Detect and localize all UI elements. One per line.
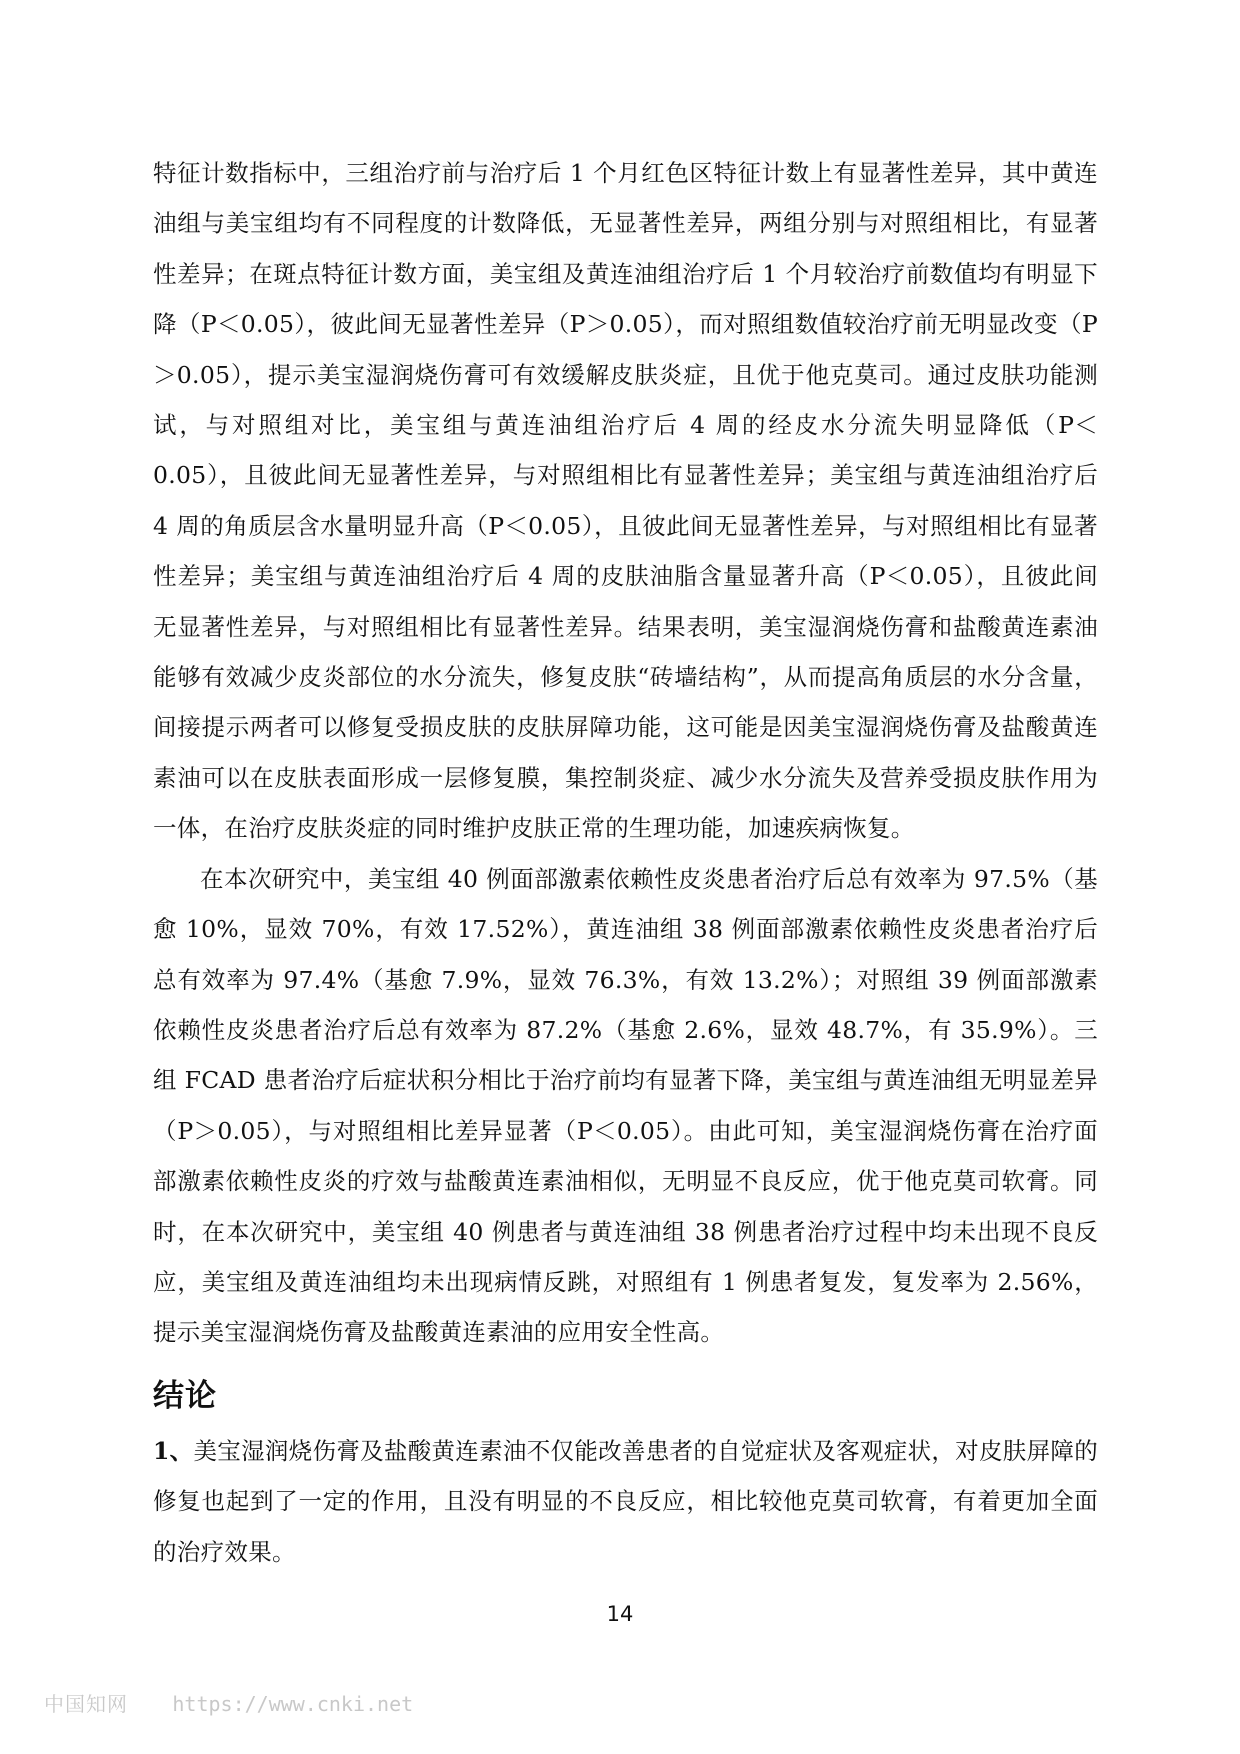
watermark bbox=[44, 1688, 413, 1717]
body-paragraph: 在本次研究中，美宝组 40 例面部激素依赖性皮炎患者治疗后总有效率为 97.5%（基愈 10%，显效 70%，有效 17.52%），黄连油组 38 例面部激素依赖性皮炎患者治疗后总有效率为 97.4%（基愈 7.9%，显效 76.3%，有效 13.2%）；对照组 39 例面部激素依赖性皮炎患者治疗后总有效率为 87.2%（基愈 2.6%，显效 48.7%，有 35.9%）。三组 FCAD 患者治疗后症状积分相比于治疗前均有显著下降，美宝组与黄连油组无明显差异（P＞0.05），与对照组相比差异显著（P＜0.05）。由此可知，美宝湿润烧伤膏在治疗面部激素依赖性皮炎的疗效与盐酸黄连素油相似，无明显不良反应，优于他克莫司软膏。同时，在本次研究中，美宝组 40 例患者与黄连油组 38 例患者治疗过程中均未出现不良反应，美宝组及黄连油组均未出现病情反跳，对照组有 1 例患者复发，复发率为 2.56%，提示美宝湿润烧伤膏及盐酸黄连素油的应用安全性高。 bbox=[153, 864, 1098, 1347]
watermark-brand: 中国知网 bbox=[44, 1692, 128, 1716]
page-body bbox=[153, 148, 1098, 1577]
body-paragraph: 特征计数指标中，三组治疗前与治疗后 1 个月红色区特征计数上有显著性差异，其中黄连油组与美宝组均有不同程度的计数降低，无显著性差异，两组分别与对照组相比，有显著性差异；在斑点特征计数方面，美宝组及黄连油组治疗后 1 个月较治疗前数值均有明显下降（P＜0.05），彼此间无显著性差异（P＞0.05），而对照组数值较治疗前无明显改变（P＞0.05），提示美宝湿润烧伤膏可有效缓解皮肤炎症，且优于他克莫司。通过皮肤功能测试，与对照组对比，美宝组与黄连油组治疗后 4 周的经皮水分流失明显降低（P＜0.05），且彼此间无显著性差异，与对照组相比有显著性差异；美宝组与黄连油组治疗后 4 周的角质层含水量明显升高（P＜0.05），且彼此间无显著性差异，与对照组相比有显著性差异；美宝组与黄连油组治疗后 4 周的皮肤油脂含量显著升高（P＜0.05），且彼此间无显著性差异，与对照组相比有显著性差异。结果表明，美宝湿润烧伤膏和盐酸黄连素油能够有效减少皮炎部位的水分流失，修复皮肤“砖墙结构”，从而提高角质层的水分含量，间接提示两者可以修复受损皮肤的皮肤屏障功能，这可能是因美宝湿润烧伤膏及盐酸黄连素油可以在皮肤表面形成一层修复膜，集控制炎症、减少水分流失及营养受损皮肤作用为一体，在治疗皮肤炎症的同时维护皮肤正常的生理功能，加速疾病恢复。 bbox=[153, 159, 1098, 843]
conclusion-item bbox=[153, 1426, 1098, 1577]
conclusion-item-text: 美宝湿润烧伤膏及盐酸黄连素油不仅能改善患者的自觉症状及客观症状，对皮肤屏障的修复也起到了一定的作用，且没有明显的不良反应，相比较他克莫司软膏，有着更加全面的治疗效果。 bbox=[153, 1436, 1099, 1566]
section-heading-conclusion: 结论 bbox=[153, 1377, 217, 1414]
conclusion-item-number: 1、 bbox=[153, 1436, 194, 1465]
watermark-url: https://www.cnki.net bbox=[172, 1692, 414, 1716]
page-number: 14 bbox=[606, 1602, 634, 1626]
